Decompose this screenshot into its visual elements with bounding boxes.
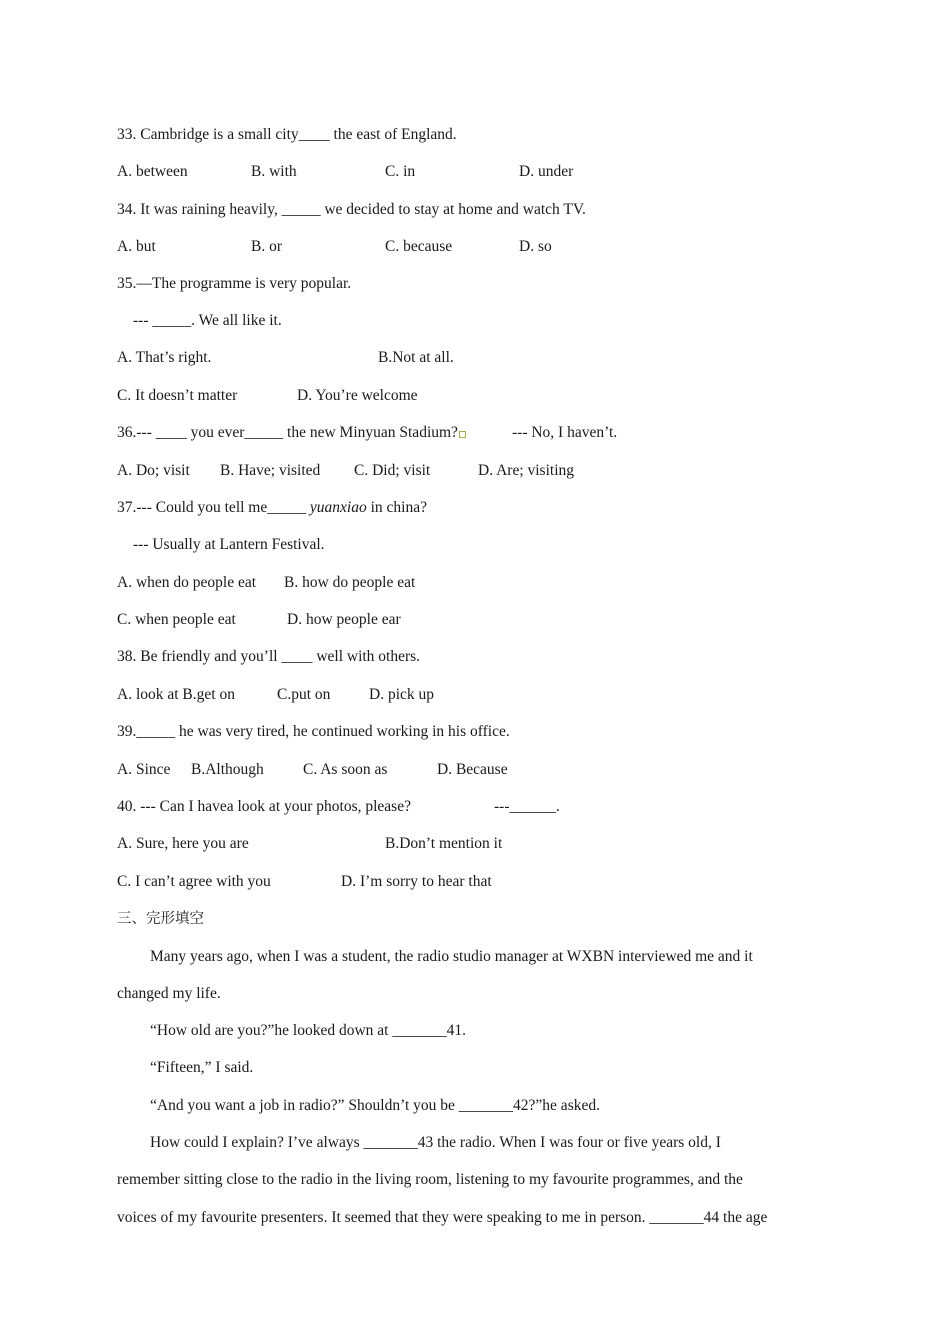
option-c: C. I can’t agree with you (117, 873, 271, 890)
question-37-reply: --- Usually at Lantern Festival. (133, 536, 325, 553)
option-b: B. Have; visited (220, 462, 321, 479)
option-c: C.put on (277, 686, 331, 703)
option-d: D. so (519, 238, 552, 255)
question-38-stem: 38. Be friendly and you’ll ____ well with others. (117, 648, 421, 665)
option-d: D. how people ear (287, 611, 401, 628)
question-34-stem: 34. It was raining heavily, _____ we decided to stay at home and watch TV. (117, 201, 586, 218)
option-c: C. when people eat (117, 611, 236, 628)
option-a: A. Do; visit (117, 462, 190, 479)
option-ab: A. look at B.get on (117, 686, 235, 703)
option-d: D. pick up (369, 686, 435, 703)
option-a: A. Sure, here you are (117, 835, 249, 852)
question-39-stem: 39._____ he was very tired, he continued working in his office. (117, 723, 510, 740)
option-b: B. how do people eat (284, 574, 416, 591)
passage-line: “How old are you?”he looked down at _______41. (150, 1022, 466, 1039)
option-b: B. or (251, 238, 282, 255)
option-b: B.Although (191, 761, 264, 778)
question-37-stem: 37.--- Could you tell me_____ yuanxiao in china? (117, 499, 427, 516)
option-d: D. I’m sorry to hear that (341, 873, 492, 890)
option-d: D. under (519, 163, 574, 180)
passage-line: remember sitting close to the radio in the living room, listening to my favourite programmes, and the (117, 1171, 743, 1188)
option-a: A. when do people eat (117, 574, 257, 591)
option-c: C. in (385, 163, 416, 180)
option-b: B.Not at all. (378, 349, 454, 366)
question-36-stem: 36.--- ____ you ever_____ the new Minyuan Stadium? (117, 423, 466, 443)
question-35-stem: 35.—The programme is very popular. (117, 275, 352, 292)
option-b: B.Don’t mention it (385, 835, 503, 852)
option-c: C. As soon as (303, 761, 388, 778)
option-a: A. That’s right. (117, 349, 212, 366)
passage-line: “And you want a job in radio?” Shouldn’t you be _______42?”he asked. (150, 1097, 600, 1114)
question-40-reply: ---______. (494, 798, 560, 815)
passage-line: voices of my favourite presenters. It seemed that they were speaking to me in person. _______44 the age (117, 1209, 768, 1226)
option-c: C. because (385, 238, 453, 255)
option-d: D. You’re welcome (297, 387, 418, 404)
option-c: C. Did; visit (354, 462, 431, 479)
question-35-reply: --- _____. We all like it. (133, 312, 282, 329)
option-c: C. It doesn’t matter (117, 387, 238, 404)
option-a: A. between (117, 163, 188, 180)
option-a: A. Since (117, 761, 171, 778)
passage-line: “Fifteen,” I said. (150, 1059, 254, 1076)
option-a: A. but (117, 238, 156, 255)
question-33-stem: 33. Cambridge is a small city____ the east of England. (117, 126, 457, 143)
option-b: B. with (251, 163, 297, 180)
question-36-reply: --- No, I haven’t. (512, 424, 618, 441)
section-heading: 三、完形填空 (117, 911, 204, 927)
passage-line: Many years ago, when I was a student, the radio studio manager at WXBN interviewed me and it (150, 948, 753, 965)
passage-line: How could I explain? I’ve always _______43 the radio. When I was four or five years old, I (150, 1134, 721, 1151)
option-d: D. Are; visiting (478, 462, 575, 479)
comment-marker-icon (459, 431, 466, 438)
option-d: D. Because (437, 761, 508, 778)
passage-line: changed my life. (117, 985, 221, 1002)
question-40-stem: 40. --- Can I havea look at your photos, please? (117, 798, 411, 815)
